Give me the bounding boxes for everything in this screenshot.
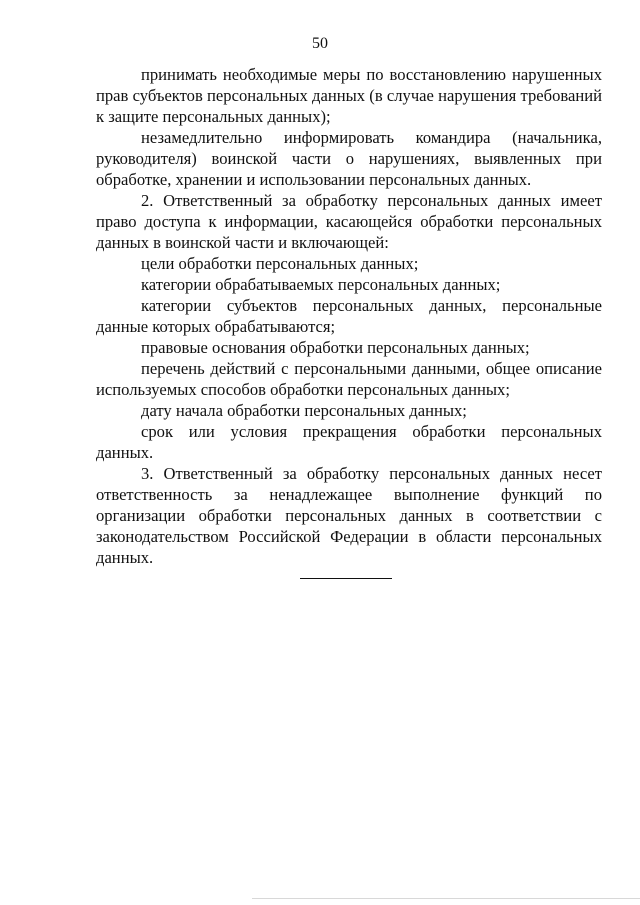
list-item-subject-categories: категории субъектов персональных данных, персональные данные которых обрабатываются; <box>96 296 602 336</box>
list-item-start-date: дату начала обработки персональных данных; <box>141 401 467 420</box>
list-item-data-categories: категории обрабатываемых персональных данных; <box>141 275 501 294</box>
list-item-termination: срок или условия прекращения обработки персональных данных. <box>96 422 602 462</box>
page-number: 50 <box>312 35 328 52</box>
paragraph-access-rights: 2. Ответственный за обработку персональных данных имеет право доступа к информации, касающейся обработки персональных данных в воинской части и включающей: <box>96 191 602 252</box>
list-item-purposes: цели обработки персональных данных; <box>141 254 419 273</box>
list-item-legal-grounds: правовые основания обработки персональных данных; <box>141 338 530 357</box>
end-divider <box>300 578 392 579</box>
paragraph-responsibility: 3. Ответственный за обработку персональных данных несет ответственность за ненадлежащее выполнение функций по организации обработки персональных данных в соответствии с законодательством Российской Федерации в области персональных данных. <box>96 464 602 567</box>
body-text <box>96 64 602 568</box>
paragraph-restore-rights: принимать необходимые меры по восстановлению нарушенных прав субъектов персональных данных (в случае нарушения требований к защите персональных данных); <box>96 65 602 126</box>
list-item-actions: перечень действий с персональными данными, общее описание используемых способов обработки персональных данных; <box>96 359 602 399</box>
scan-edge-line <box>252 898 640 899</box>
paragraph-inform-commander: незамедлительно информировать командира (начальника, руководителя) воинской части о нарушениях, выявленных при обработке, хранении и использовании персональных данных. <box>96 128 602 189</box>
